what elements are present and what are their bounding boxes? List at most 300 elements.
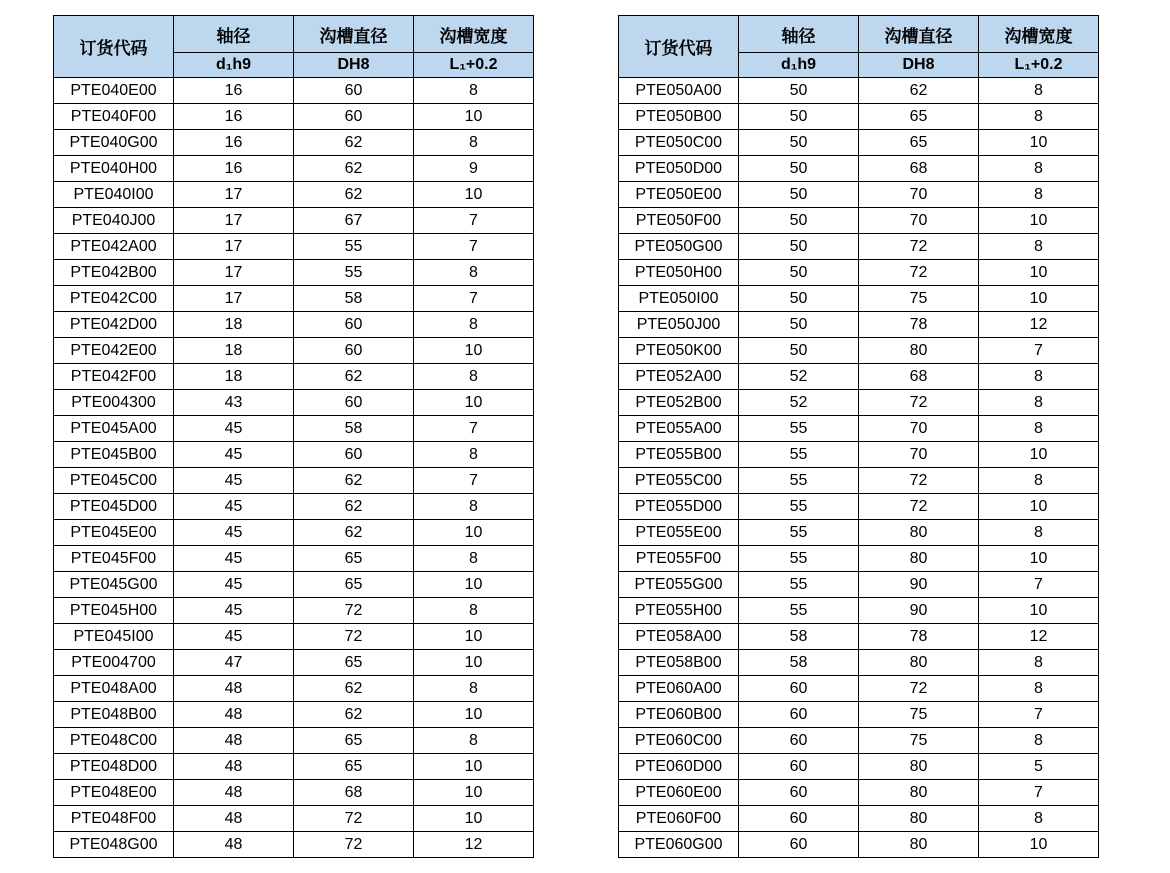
- cell-groove-width: 7: [979, 780, 1099, 806]
- cell-order-code: PTE042E00: [54, 338, 174, 364]
- cell-shaft-diameter: 50: [739, 260, 859, 286]
- cell-groove-diameter: 78: [859, 312, 979, 338]
- cell-order-code: PTE050C00: [619, 130, 739, 156]
- table-row: [54, 650, 534, 676]
- cell-groove-width: 8: [414, 312, 534, 338]
- table-row: [619, 416, 1099, 442]
- cell-groove-width: 8: [979, 104, 1099, 130]
- cell-groove-width: 12: [414, 832, 534, 858]
- cell-groove-diameter: 60: [294, 104, 414, 130]
- cell-order-code: PTE004300: [54, 390, 174, 416]
- table-row: [619, 260, 1099, 286]
- cell-groove-width: 8: [414, 546, 534, 572]
- cell-shaft-diameter: 50: [739, 182, 859, 208]
- cell-order-code: PTE055C00: [619, 468, 739, 494]
- cell-order-code: PTE060B00: [619, 702, 739, 728]
- cell-order-code: PTE040J00: [54, 208, 174, 234]
- cell-order-code: PTE052A00: [619, 364, 739, 390]
- cell-shaft-diameter: 55: [739, 416, 859, 442]
- cell-groove-diameter: 72: [859, 494, 979, 520]
- cell-groove-diameter: 60: [294, 338, 414, 364]
- cell-groove-width: 5: [979, 754, 1099, 780]
- table-row: [54, 260, 534, 286]
- table-row: [54, 338, 534, 364]
- cell-shaft-diameter: 45: [174, 598, 294, 624]
- cell-shaft-diameter: 45: [174, 520, 294, 546]
- cell-groove-width: 8: [979, 806, 1099, 832]
- table-row: [54, 832, 534, 858]
- cell-groove-width: 8: [414, 598, 534, 624]
- cell-groove-diameter: 65: [294, 754, 414, 780]
- cell-shaft-diameter: 45: [174, 572, 294, 598]
- cell-groove-width: 12: [979, 312, 1099, 338]
- cell-shaft-diameter: 52: [739, 390, 859, 416]
- table-row: [54, 312, 534, 338]
- table-row: [619, 650, 1099, 676]
- header-shaft-tolerance: d₁h9: [739, 53, 859, 78]
- cell-shaft-diameter: 17: [174, 182, 294, 208]
- cell-groove-diameter: 70: [859, 442, 979, 468]
- cell-groove-diameter: 62: [859, 78, 979, 104]
- table-row: [619, 78, 1099, 104]
- table-row: [54, 676, 534, 702]
- header-groove-diameter: 沟槽直径: [294, 16, 414, 53]
- cell-shaft-diameter: 55: [739, 468, 859, 494]
- cell-groove-diameter: 90: [859, 598, 979, 624]
- cell-order-code: PTE045F00: [54, 546, 174, 572]
- cell-groove-diameter: 58: [294, 416, 414, 442]
- cell-groove-diameter: 62: [294, 520, 414, 546]
- cell-groove-width: 10: [414, 572, 534, 598]
- cell-groove-width: 7: [414, 416, 534, 442]
- cell-groove-diameter: 65: [859, 104, 979, 130]
- cell-groove-diameter: 60: [294, 390, 414, 416]
- cell-order-code: PTE045D00: [54, 494, 174, 520]
- cell-shaft-diameter: 48: [174, 832, 294, 858]
- cell-groove-width: 10: [979, 208, 1099, 234]
- table-row: [54, 390, 534, 416]
- cell-shaft-diameter: 18: [174, 364, 294, 390]
- table-row: [619, 208, 1099, 234]
- header-order-code: 订货代码: [54, 16, 174, 78]
- table-row: [619, 234, 1099, 260]
- cell-order-code: PTE040E00: [54, 78, 174, 104]
- cell-order-code: PTE040F00: [54, 104, 174, 130]
- cell-order-code: PTE045I00: [54, 624, 174, 650]
- cell-shaft-diameter: 55: [739, 572, 859, 598]
- cell-order-code: PTE040G00: [54, 130, 174, 156]
- cell-shaft-diameter: 50: [739, 78, 859, 104]
- cell-order-code: PTE048B00: [54, 702, 174, 728]
- table-row: [54, 182, 534, 208]
- cell-groove-diameter: 80: [859, 780, 979, 806]
- table-row: [54, 442, 534, 468]
- cell-groove-diameter: 80: [859, 650, 979, 676]
- cell-groove-width: 10: [979, 442, 1099, 468]
- table-row: [54, 208, 534, 234]
- cell-groove-diameter: 62: [294, 468, 414, 494]
- cell-groove-diameter: 65: [859, 130, 979, 156]
- cell-groove-diameter: 72: [294, 624, 414, 650]
- cell-shaft-diameter: 16: [174, 130, 294, 156]
- table-row: [619, 676, 1099, 702]
- cell-groove-diameter: 62: [294, 494, 414, 520]
- table-row: [619, 728, 1099, 754]
- cell-groove-diameter: 68: [859, 156, 979, 182]
- cell-groove-width: 8: [979, 78, 1099, 104]
- cell-shaft-diameter: 52: [739, 364, 859, 390]
- cell-order-code: PTE042D00: [54, 312, 174, 338]
- spec-table-right: [618, 15, 1099, 858]
- cell-shaft-diameter: 55: [739, 442, 859, 468]
- cell-shaft-diameter: 60: [739, 702, 859, 728]
- cell-groove-width: 10: [414, 650, 534, 676]
- cell-shaft-diameter: 18: [174, 338, 294, 364]
- cell-groove-diameter: 62: [294, 182, 414, 208]
- cell-shaft-diameter: 48: [174, 780, 294, 806]
- cell-order-code: PTE048A00: [54, 676, 174, 702]
- cell-groove-width: 8: [979, 650, 1099, 676]
- cell-groove-diameter: 70: [859, 182, 979, 208]
- cell-groove-width: 8: [414, 364, 534, 390]
- cell-groove-width: 10: [979, 286, 1099, 312]
- table-row: [619, 598, 1099, 624]
- table-row: [54, 494, 534, 520]
- cell-groove-width: 7: [414, 468, 534, 494]
- cell-order-code: PTE055F00: [619, 546, 739, 572]
- table-row: [54, 104, 534, 130]
- cell-shaft-diameter: 45: [174, 468, 294, 494]
- cell-groove-diameter: 65: [294, 650, 414, 676]
- cell-groove-diameter: 62: [294, 702, 414, 728]
- cell-order-code: PTE060F00: [619, 806, 739, 832]
- cell-groove-diameter: 65: [294, 728, 414, 754]
- cell-order-code: PTE045A00: [54, 416, 174, 442]
- cell-groove-width: 7: [979, 702, 1099, 728]
- cell-order-code: PTE045G00: [54, 572, 174, 598]
- cell-groove-width: 8: [979, 390, 1099, 416]
- table-row: [619, 286, 1099, 312]
- cell-groove-diameter: 72: [294, 598, 414, 624]
- cell-order-code: PTE060C00: [619, 728, 739, 754]
- cell-shaft-diameter: 17: [174, 286, 294, 312]
- table-row: [619, 624, 1099, 650]
- cell-shaft-diameter: 55: [739, 598, 859, 624]
- cell-groove-width: 8: [414, 728, 534, 754]
- table-row: [54, 520, 534, 546]
- cell-groove-diameter: 55: [294, 260, 414, 286]
- cell-groove-width: 10: [979, 598, 1099, 624]
- cell-groove-diameter: 90: [859, 572, 979, 598]
- cell-shaft-diameter: 45: [174, 546, 294, 572]
- cell-order-code: PTE050A00: [619, 78, 739, 104]
- cell-groove-diameter: 60: [294, 312, 414, 338]
- cell-groove-diameter: 60: [294, 442, 414, 468]
- table-row: [619, 832, 1099, 858]
- header-groove-diameter-tolerance: DH8: [859, 53, 979, 78]
- cell-shaft-diameter: 17: [174, 208, 294, 234]
- table-row: [619, 780, 1099, 806]
- cell-groove-diameter: 65: [294, 546, 414, 572]
- cell-shaft-diameter: 45: [174, 442, 294, 468]
- cell-shaft-diameter: 60: [739, 832, 859, 858]
- cell-groove-diameter: 72: [294, 832, 414, 858]
- cell-groove-width: 8: [979, 468, 1099, 494]
- table-row: [619, 520, 1099, 546]
- cell-groove-diameter: 62: [294, 156, 414, 182]
- table-row: [619, 156, 1099, 182]
- cell-shaft-diameter: 17: [174, 234, 294, 260]
- header-shaft-tolerance: d₁h9: [174, 53, 294, 78]
- cell-groove-width: 10: [979, 832, 1099, 858]
- cell-groove-diameter: 72: [859, 468, 979, 494]
- cell-groove-width: 7: [979, 572, 1099, 598]
- cell-groove-diameter: 68: [859, 364, 979, 390]
- cell-groove-diameter: 70: [859, 208, 979, 234]
- cell-order-code: PTE055E00: [619, 520, 739, 546]
- cell-shaft-diameter: 55: [739, 520, 859, 546]
- header-groove-diameter: 沟槽直径: [859, 16, 979, 53]
- cell-shaft-diameter: 50: [739, 208, 859, 234]
- table-row: [619, 390, 1099, 416]
- cell-order-code: PTE004700: [54, 650, 174, 676]
- cell-shaft-diameter: 55: [739, 494, 859, 520]
- table-row: [619, 104, 1099, 130]
- cell-groove-width: 8: [414, 494, 534, 520]
- table-row: [619, 546, 1099, 572]
- cell-shaft-diameter: 48: [174, 754, 294, 780]
- cell-shaft-diameter: 55: [739, 546, 859, 572]
- cell-groove-diameter: 80: [859, 338, 979, 364]
- cell-order-code: PTE058B00: [619, 650, 739, 676]
- header-shaft-diameter: 轴径: [739, 16, 859, 53]
- cell-groove-diameter: 80: [859, 546, 979, 572]
- cell-groove-diameter: 67: [294, 208, 414, 234]
- table-row: [619, 702, 1099, 728]
- table-row: [54, 624, 534, 650]
- cell-groove-diameter: 60: [294, 78, 414, 104]
- cell-groove-width: 10: [414, 104, 534, 130]
- cell-order-code: PTE050K00: [619, 338, 739, 364]
- cell-groove-width: 8: [979, 364, 1099, 390]
- spec-table-left: [53, 15, 534, 858]
- cell-order-code: PTE055B00: [619, 442, 739, 468]
- cell-shaft-diameter: 60: [739, 754, 859, 780]
- cell-groove-diameter: 62: [294, 130, 414, 156]
- cell-groove-width: 7: [414, 286, 534, 312]
- cell-groove-diameter: 62: [294, 364, 414, 390]
- cell-order-code: PTE050H00: [619, 260, 739, 286]
- table-row: [619, 364, 1099, 390]
- cell-groove-diameter: 62: [294, 676, 414, 702]
- cell-groove-width: 8: [414, 676, 534, 702]
- cell-shaft-diameter: 48: [174, 806, 294, 832]
- cell-shaft-diameter: 50: [739, 312, 859, 338]
- cell-shaft-diameter: 16: [174, 156, 294, 182]
- table-row: [619, 182, 1099, 208]
- table-body-left: [54, 78, 534, 858]
- table-row: [54, 78, 534, 104]
- cell-groove-diameter: 75: [859, 702, 979, 728]
- cell-order-code: PTE050J00: [619, 312, 739, 338]
- cell-groove-width: 10: [979, 260, 1099, 286]
- cell-order-code: PTE060E00: [619, 780, 739, 806]
- cell-groove-width: 10: [414, 182, 534, 208]
- cell-order-code: PTE040H00: [54, 156, 174, 182]
- cell-order-code: PTE048G00: [54, 832, 174, 858]
- table-row: [619, 806, 1099, 832]
- table-row: [54, 468, 534, 494]
- header-groove-width-tolerance: L₁+0.2: [414, 53, 534, 78]
- cell-groove-width: 10: [414, 390, 534, 416]
- cell-order-code: PTE042C00: [54, 286, 174, 312]
- table-row: [54, 702, 534, 728]
- header-row: [54, 16, 534, 53]
- cell-shaft-diameter: 16: [174, 104, 294, 130]
- cell-order-code: PTE050F00: [619, 208, 739, 234]
- cell-shaft-diameter: 48: [174, 702, 294, 728]
- cell-order-code: PTE048D00: [54, 754, 174, 780]
- cell-order-code: PTE055H00: [619, 598, 739, 624]
- cell-order-code: PTE055A00: [619, 416, 739, 442]
- header-order-code: 订货代码: [619, 16, 739, 78]
- cell-order-code: PTE045C00: [54, 468, 174, 494]
- cell-groove-width: 7: [414, 234, 534, 260]
- cell-groove-width: 8: [979, 416, 1099, 442]
- cell-groove-width: 8: [414, 260, 534, 286]
- cell-shaft-diameter: 45: [174, 416, 294, 442]
- cell-groove-width: 12: [979, 624, 1099, 650]
- table-row: [54, 286, 534, 312]
- header-shaft-diameter: 轴径: [174, 16, 294, 53]
- cell-groove-width: 8: [979, 520, 1099, 546]
- cell-groove-diameter: 72: [859, 260, 979, 286]
- cell-shaft-diameter: 58: [739, 650, 859, 676]
- cell-groove-diameter: 55: [294, 234, 414, 260]
- table-row: [54, 364, 534, 390]
- cell-order-code: PTE048E00: [54, 780, 174, 806]
- cell-groove-width: 10: [414, 806, 534, 832]
- cell-order-code: PTE048C00: [54, 728, 174, 754]
- cell-order-code: PTE058A00: [619, 624, 739, 650]
- table-row: [54, 754, 534, 780]
- cell-groove-width: 8: [979, 182, 1099, 208]
- cell-groove-width: 10: [979, 546, 1099, 572]
- cell-groove-diameter: 72: [859, 676, 979, 702]
- cell-order-code: PTE042F00: [54, 364, 174, 390]
- table-row: [54, 416, 534, 442]
- cell-shaft-diameter: 60: [739, 806, 859, 832]
- cell-shaft-diameter: 60: [739, 676, 859, 702]
- cell-groove-width: 7: [414, 208, 534, 234]
- cell-groove-width: 10: [414, 338, 534, 364]
- cell-groove-diameter: 68: [294, 780, 414, 806]
- header-groove-diameter-tolerance: DH8: [294, 53, 414, 78]
- cell-groove-diameter: 65: [294, 572, 414, 598]
- cell-order-code: PTE048F00: [54, 806, 174, 832]
- cell-groove-diameter: 72: [859, 234, 979, 260]
- header-row: [619, 16, 1099, 53]
- cell-groove-width: 10: [414, 702, 534, 728]
- cell-groove-width: 10: [414, 780, 534, 806]
- table-row: [619, 130, 1099, 156]
- cell-shaft-diameter: 43: [174, 390, 294, 416]
- cell-shaft-diameter: 16: [174, 78, 294, 104]
- cell-groove-diameter: 72: [859, 390, 979, 416]
- cell-groove-width: 10: [979, 130, 1099, 156]
- cell-shaft-diameter: 48: [174, 676, 294, 702]
- cell-shaft-diameter: 50: [739, 286, 859, 312]
- table-row: [619, 572, 1099, 598]
- cell-shaft-diameter: 47: [174, 650, 294, 676]
- header-groove-width: 沟槽宽度: [979, 16, 1099, 53]
- table-row: [54, 598, 534, 624]
- cell-order-code: PTE055D00: [619, 494, 739, 520]
- cell-groove-width: 8: [979, 156, 1099, 182]
- cell-shaft-diameter: 50: [739, 156, 859, 182]
- cell-shaft-diameter: 50: [739, 338, 859, 364]
- cell-order-code: PTE060D00: [619, 754, 739, 780]
- cell-order-code: PTE050E00: [619, 182, 739, 208]
- cell-groove-diameter: 80: [859, 832, 979, 858]
- cell-groove-width: 8: [414, 130, 534, 156]
- cell-order-code: PTE040I00: [54, 182, 174, 208]
- table-body-right: [619, 78, 1099, 858]
- cell-order-code: PTE045B00: [54, 442, 174, 468]
- table-row: [619, 338, 1099, 364]
- table-row: [54, 234, 534, 260]
- cell-groove-width: 8: [414, 442, 534, 468]
- cell-shaft-diameter: 45: [174, 494, 294, 520]
- cell-groove-diameter: 70: [859, 416, 979, 442]
- cell-groove-width: 8: [979, 234, 1099, 260]
- table-row: [54, 728, 534, 754]
- cell-groove-width: 10: [414, 520, 534, 546]
- cell-order-code: PTE060G00: [619, 832, 739, 858]
- table-row: [54, 780, 534, 806]
- header-groove-width-tolerance: L₁+0.2: [979, 53, 1099, 78]
- cell-groove-width: 8: [414, 78, 534, 104]
- table-row: [619, 494, 1099, 520]
- table-row: [54, 156, 534, 182]
- table-row: [619, 754, 1099, 780]
- cell-groove-diameter: 78: [859, 624, 979, 650]
- cell-order-code: PTE050G00: [619, 234, 739, 260]
- cell-groove-diameter: 80: [859, 806, 979, 832]
- cell-shaft-diameter: 50: [739, 130, 859, 156]
- cell-shaft-diameter: 60: [739, 728, 859, 754]
- cell-order-code: PTE050B00: [619, 104, 739, 130]
- cell-order-code: PTE042B00: [54, 260, 174, 286]
- table-row: [619, 312, 1099, 338]
- cell-groove-width: 10: [414, 624, 534, 650]
- cell-groove-width: 10: [414, 754, 534, 780]
- cell-shaft-diameter: 45: [174, 624, 294, 650]
- cell-groove-width: 9: [414, 156, 534, 182]
- cell-groove-diameter: 58: [294, 286, 414, 312]
- cell-order-code: PTE045E00: [54, 520, 174, 546]
- cell-groove-diameter: 75: [859, 286, 979, 312]
- table-row: [619, 468, 1099, 494]
- cell-shaft-diameter: 18: [174, 312, 294, 338]
- table-row: [54, 572, 534, 598]
- cell-order-code: PTE045H00: [54, 598, 174, 624]
- cell-shaft-diameter: 17: [174, 260, 294, 286]
- cell-groove-diameter: 72: [294, 806, 414, 832]
- cell-shaft-diameter: 50: [739, 234, 859, 260]
- cell-order-code: PTE050I00: [619, 286, 739, 312]
- table-row: [54, 130, 534, 156]
